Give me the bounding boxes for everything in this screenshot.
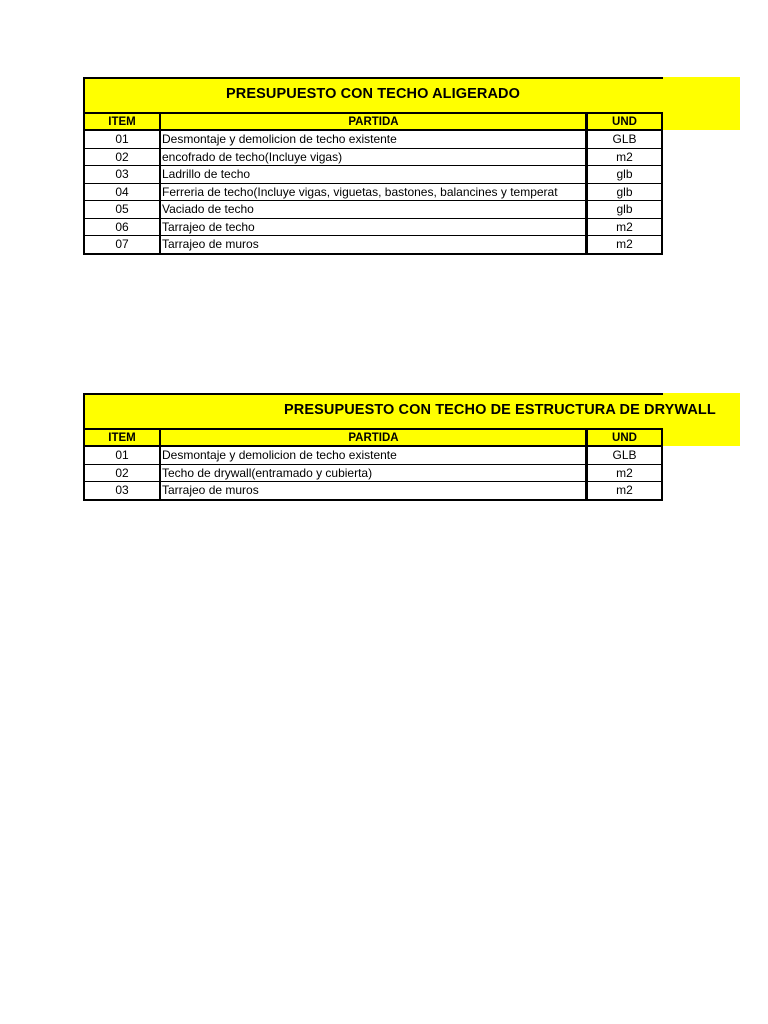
item-cell[interactable]: 06 xyxy=(85,219,161,236)
budget-title: PRESUPUESTO CON TECHO DE ESTRUCTURA DE DRYWALL xyxy=(284,402,716,418)
partida-cell[interactable]: Ferreria de techo(Incluye vigas, viguetas, bastones, balancines y temperat xyxy=(161,184,588,201)
header-item: ITEM xyxy=(85,114,161,129)
header-und: UND xyxy=(612,432,637,444)
table-row[interactable] xyxy=(85,464,661,482)
item-cell[interactable]: 02 xyxy=(85,465,161,482)
und-cell[interactable]: glb xyxy=(616,202,633,216)
partida-cell[interactable]: Vaciado de techo xyxy=(161,201,588,218)
table-row[interactable] xyxy=(85,446,661,464)
partida-cell[interactable]: Desmontaje y demolicion de techo existente xyxy=(161,447,588,464)
partida-cell[interactable]: encofrado de techo(Incluye vigas) xyxy=(161,149,588,166)
header-partida: PARTIDA xyxy=(161,114,588,129)
table-row[interactable] xyxy=(85,200,661,218)
budget-title: PRESUPUESTO CON TECHO ALIGERADO xyxy=(226,86,520,102)
header-row xyxy=(85,428,661,446)
partida-cell[interactable]: Tarrajeo de muros xyxy=(161,482,588,499)
und-cell[interactable]: glb xyxy=(616,184,633,199)
header-partida: PARTIDA xyxy=(161,430,588,445)
header-item: ITEM xyxy=(85,430,161,445)
item-cell[interactable]: 02 xyxy=(85,149,161,166)
item-cell[interactable]: 01 xyxy=(85,447,161,464)
item-cell[interactable]: 03 xyxy=(85,482,161,499)
table-row[interactable] xyxy=(85,165,661,183)
table-row[interactable] xyxy=(85,235,661,253)
partida-cell[interactable]: Ladrillo de techo xyxy=(161,166,588,183)
item-cell[interactable]: 07 xyxy=(85,236,161,253)
budget-grid xyxy=(83,428,663,501)
table-row[interactable] xyxy=(85,481,661,499)
item-cell[interactable]: 03 xyxy=(85,166,161,183)
budget-grid xyxy=(83,112,663,255)
und-cell[interactable]: GLB xyxy=(612,448,637,462)
und-cell[interactable]: m2 xyxy=(616,149,633,164)
table-row[interactable] xyxy=(85,218,661,236)
und-cell[interactable]: m2 xyxy=(616,219,633,234)
partida-cell[interactable]: Desmontaje y demolicion de techo existente xyxy=(161,131,588,148)
und-cell[interactable]: GLB xyxy=(612,132,637,146)
partida-cell[interactable]: Techo de drywall(entramado y cubierta) xyxy=(161,465,588,482)
und-cell[interactable]: glb xyxy=(616,167,633,181)
table-row[interactable] xyxy=(85,130,661,148)
und-cell[interactable]: m2 xyxy=(616,237,633,251)
table-row[interactable] xyxy=(85,148,661,166)
table-row[interactable] xyxy=(85,183,661,201)
partida-cell[interactable]: Tarrajeo de muros xyxy=(161,236,588,253)
item-cell[interactable]: 01 xyxy=(85,131,161,148)
partida-cell[interactable]: Tarrajeo de techo xyxy=(161,219,588,236)
item-cell[interactable]: 05 xyxy=(85,201,161,218)
und-cell[interactable]: m2 xyxy=(616,483,633,497)
item-cell[interactable]: 04 xyxy=(85,184,161,201)
header-row xyxy=(85,112,661,130)
und-cell[interactable]: m2 xyxy=(616,465,633,480)
header-und: UND xyxy=(612,116,637,128)
